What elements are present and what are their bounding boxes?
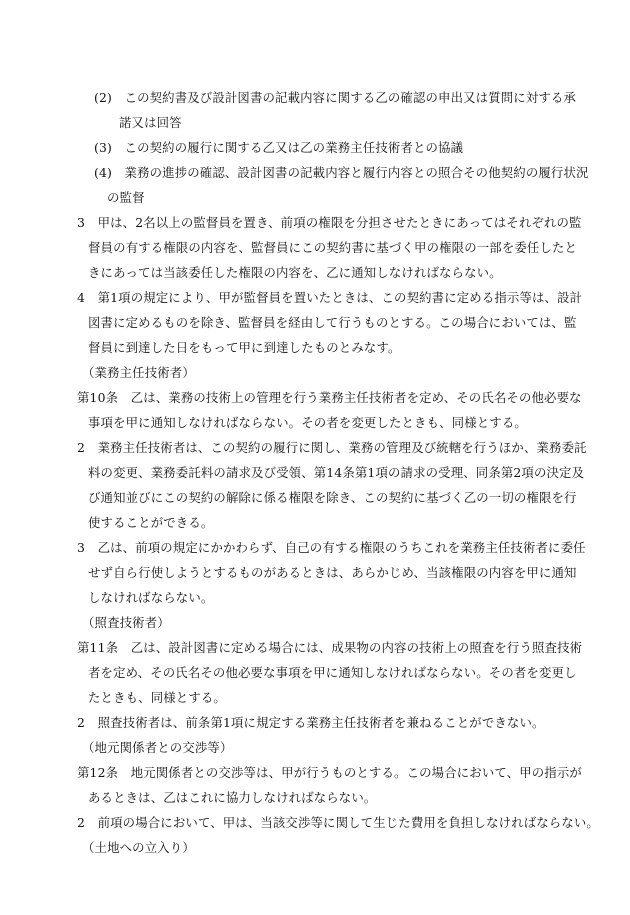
article-12: 第12条 地元関係者との交渉等は、甲が行うものとする。この場合において、甲の指示が <box>77 765 582 780</box>
article-11-cont-1: 者を定め、その氏名その他必要な事項を甲に通知しなければならない。その者を変更し <box>88 665 577 680</box>
article-10-2-cont-2: び通知並びにこの契約の解除に係る権限を除き、この契約に基づく乙の一切の権限を行 <box>88 490 577 505</box>
article-10: 第10条 乙は、業務の技術上の管理を行う業務主任技術者を定め、その氏名その他必要な <box>77 390 582 405</box>
clause-9-2-item-2-cont: 諾又は回答 <box>119 115 182 130</box>
article-10-2-cont-3: 使することができる。 <box>88 515 214 530</box>
clause-9-2-item-4-cont: の監督 <box>107 190 145 205</box>
article-10-3-cont-2: しなければならない。 <box>88 590 214 605</box>
heading-land-entry: （土地への立入り） <box>82 840 195 855</box>
article-10-3: 3 乙は、前項の規定にかかわらず、自己の有する権限のうちこれを業務主任技術者に委任 <box>77 540 586 555</box>
clause-9-2-item-4: (4) 業務の進捗の確認、設計図書の記載内容と履行内容との照合その他契約の履行状況 <box>94 165 589 180</box>
article-10-cont: 事項を甲に通知しなければならない。その者を変更したときも、同様とする。 <box>88 415 527 430</box>
clause-9-3: 3 甲は、2名以上の監督員を置き、前項の権限を分担させたときにあってはそれぞれの監 <box>77 215 582 230</box>
clause-9-3-cont-1: 督員の有する権限の内容を、監督員にこの契約書に基づく甲の権限の一部を委任したと <box>88 240 578 255</box>
clause-9-4-cont-2: 督員に到達した日をもって甲に到達したものとみなす。 <box>88 340 401 355</box>
article-12-cont: あるときは、乙はこれに協力しなければならない。 <box>88 790 377 805</box>
clause-9-4: 4 第1項の規定により、甲が監督員を置いたときは、この契約書に定める指示等は、設計 <box>77 290 583 305</box>
article-10-2: 2 業務主任技術者は、この契約の履行に関し、業務の管理及び統轄を行うほか、業務委託 <box>77 440 587 455</box>
clause-9-4-cont-1: 図書に定めるものを除き、監督員を経由して行うものとする。この場合においては、監 <box>88 315 577 330</box>
article-12-2: 2 前項の場合において、甲は、当該交渉等に関して生じた費用を負担しなければならない。 <box>77 815 599 830</box>
clause-9-3-cont-2: きにあっては当該委任した権限の内容を、乙に通知しなければならない。 <box>88 265 502 280</box>
article-11-2: 2 照査技術者は、前条第1項に規定する業務主任技術者を兼ねることができない。 <box>77 715 545 730</box>
clause-9-2-item-3: (3) この契約の履行に関する乙又は乙の業務主任技術者との協議 <box>94 140 464 155</box>
heading-chief-engineer: （業務主任技術者） <box>82 365 195 380</box>
clause-9-2-item-2: (2) この契約書及び設計図書の記載内容に関する乙の確認の申出又は質問に対する承 <box>94 90 577 105</box>
article-11: 第11条 乙は、設計図書に定める場合には、成果物の内容の技術上の照査を行う照査技術 <box>77 640 583 655</box>
article-11-cont-2: たときも、同様とする。 <box>88 690 226 705</box>
heading-local-negotiation: （地元関係者との交渉等） <box>82 740 233 755</box>
article-10-2-cont-1: 料の変更、業務委託料の請求及び受領、第14条第1項の請求の受理、同条第2項の決定及 <box>88 465 585 480</box>
article-10-3-cont-1: せず自ら行使しようとするものがあるときは、あらかじめ、当該権限の内容を甲に通知 <box>88 565 577 580</box>
heading-verification-engineer: （照査技術者） <box>82 615 170 630</box>
